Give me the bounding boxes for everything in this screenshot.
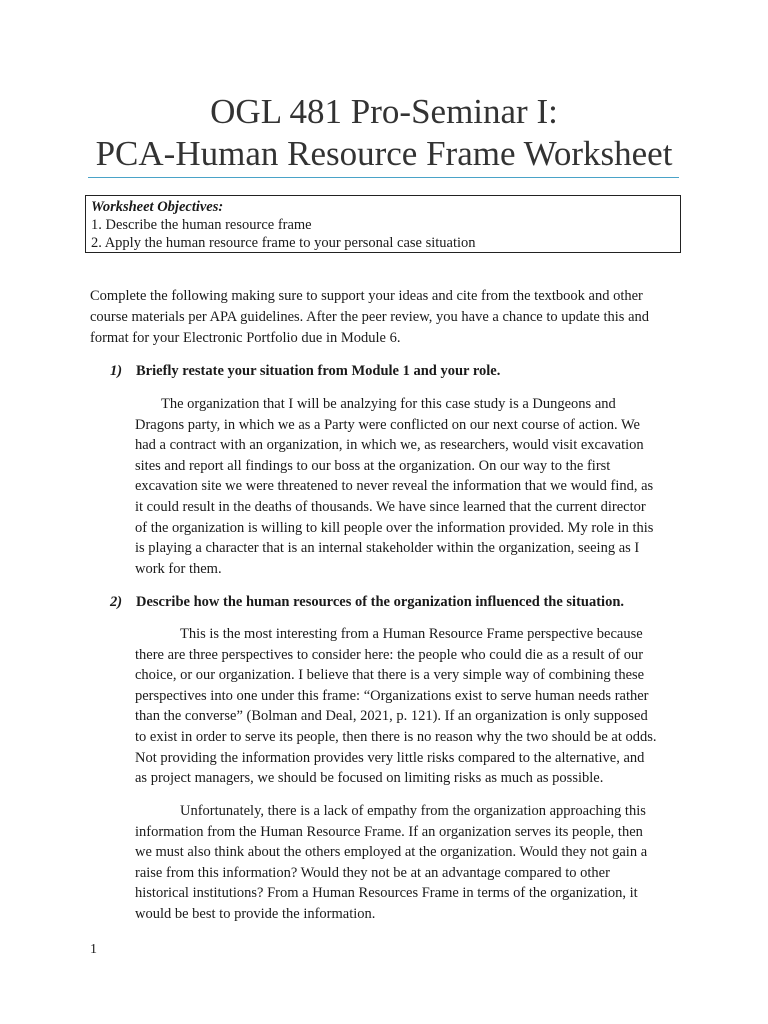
intro-line: Complete the following making sure to support your ideas and cite from the textbook and other: [90, 288, 643, 304]
answer-line: to exist in order to serve its people, then there is no reason why the two should be at odds.: [135, 728, 657, 745]
objective-item: 1. Describe the human resource frame: [91, 217, 312, 233]
answer-line: This is the most interesting from a Human Resource Frame perspective because: [180, 626, 643, 642]
question-number: 1): [110, 363, 123, 379]
answer-line: The organization that I will be analzying for this case study is a Dungeons and: [161, 396, 616, 412]
answer-line: had a contract with an organization, in which we, as researchers, would visit excavation: [135, 437, 644, 454]
answer-1-paragraph: [135, 394, 703, 579]
intro-paragraph: [90, 286, 690, 349]
answer-line: we must also think about the others employed at the organization. Would they not gain a: [135, 844, 648, 861]
page-number: 1: [90, 942, 97, 957]
answer-line: as project managers, we should be focused on limiting risks as much as possible.: [135, 770, 604, 787]
answer-line: of the organization is willing to kill people over the information provided. My role in this: [135, 519, 654, 536]
objective-item: 2. Apply the human resource frame to your personal case situation: [91, 235, 476, 251]
answer-line: historical institutions? From a Human Resources Frame in terms of the organization, it: [135, 885, 638, 902]
intro-line: course materials per APA guidelines. After the peer review, you have a chance to update this and: [90, 309, 650, 325]
answer-line: perspectives into one under this frame: “Organizations exist to serve human needs rather: [135, 687, 649, 704]
answer-line: work for them.: [135, 560, 222, 577]
objectives-box: [85, 195, 681, 253]
question-number: 2): [110, 594, 123, 610]
answer-line: Unfortunately, there is a lack of empathy from the organization approaching this: [180, 803, 646, 819]
answer-line: choice, or our organization. I believe that there is a very simple way of combining these: [135, 667, 645, 684]
page-title-line-2: PCA-Human Resource Frame Worksheet: [95, 134, 673, 173]
answer-line: excavation site we were threatened to never reveal the information that we would find, as: [135, 478, 654, 495]
answer-line: would be best to provide the information.: [135, 905, 376, 922]
answer-line: sites and report all findings to our boss at the organization. On our way to the first: [135, 457, 611, 474]
answer-2-paragraph-1: [135, 624, 703, 789]
answer-2-paragraph-2: [135, 801, 703, 925]
question-text: Briefly restate your situation from Module 1 and your role.: [136, 363, 501, 379]
title-divider: [88, 177, 679, 178]
answer-line: than the converse” (Bolman and Deal, 2021, p. 121). If an organization is only supposed: [135, 708, 648, 725]
answer-line: is playing a character that is an internal stakeholder within the organization, seeing as I: [135, 540, 640, 557]
question-text: Describe how the human resources of the organization influenced the situation.: [136, 594, 625, 610]
answer-line: raise from this information? Would they not be at an advantage compared to other: [135, 864, 610, 881]
answer-line: there are three perspectives to consider here: the people who could die as a result of our: [135, 646, 644, 663]
answer-line: information from the Human Resource Frame. If an organization serves its people, then: [135, 823, 643, 840]
page-title-line-1: OGL 481 Pro-Seminar I:: [210, 92, 558, 131]
objectives-heading: Worksheet Objectives:: [91, 199, 224, 215]
intro-line: format for your Electronic Portfolio due in Module 6.: [90, 330, 401, 346]
answer-line: it could result in the deaths of thousands. We have since learned that the current director: [135, 498, 646, 515]
answer-line: Not providing the information provides very little risks compared to the alternative, and: [135, 749, 645, 766]
answer-line: Dragons party, in which we as a Party were conflicted on our next course of action. We: [135, 416, 640, 433]
